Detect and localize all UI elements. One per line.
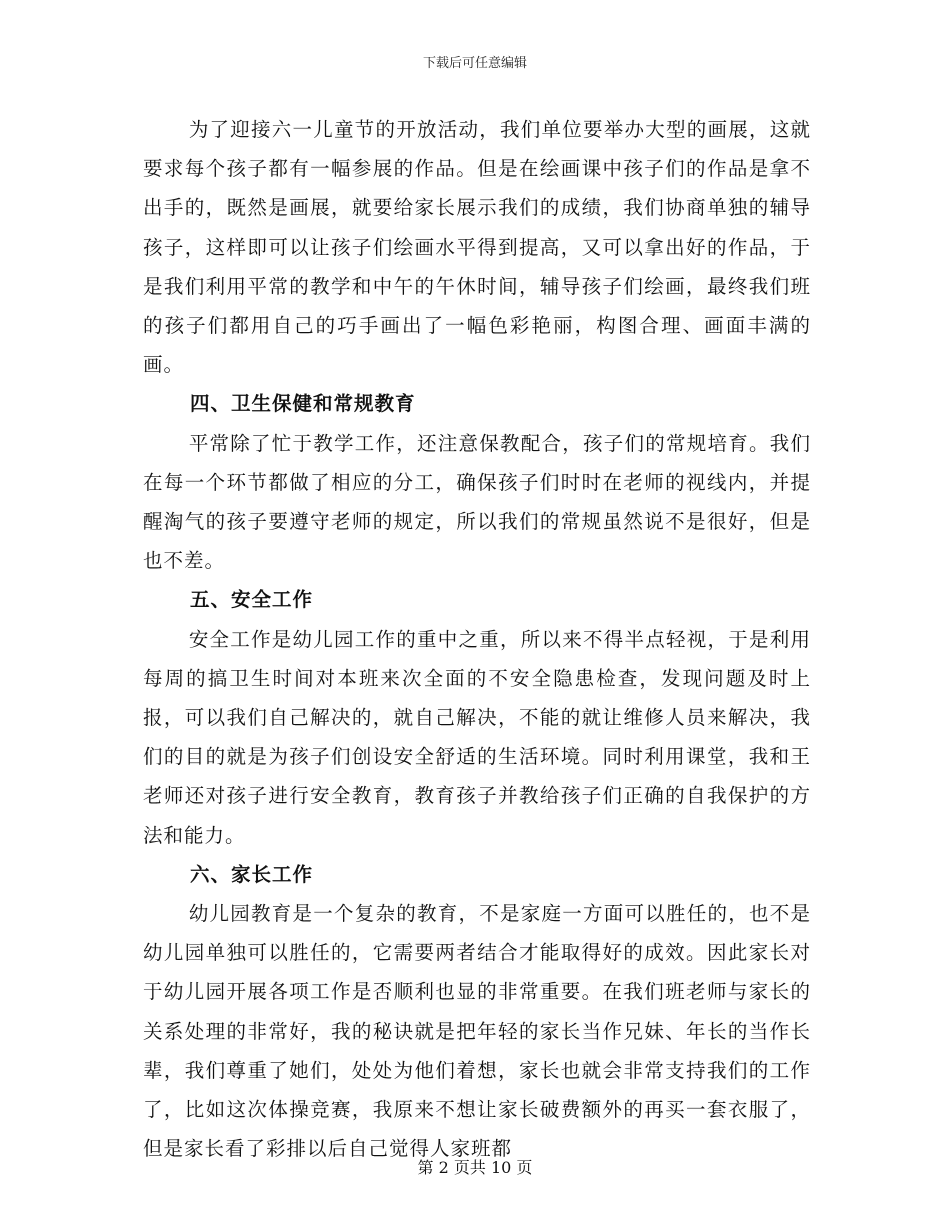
paragraph-hygiene-routine: 平常除了忙于教学工作，还注意保教配合，孩子们的常规培育。我们在每一个环节都做了相应的分工，确保孩子们时时在老师的视线内，并提醒淘气的孩子要遵守老师的规定，所以我们的常规虽然说不是很好，但是也不差。 (143, 431, 811, 573)
paragraph-safety-work: 安全工作是幼儿园工作的重中之重，所以来不得半点轻视，于是利用每周的搞卫生时间对本班来次全面的不安全隐患检查，发现问题及时上报，可以我们自己解决的，就自己解决，不能的就让维修人员来解决，我们的目的就是为孩子们创设安全舒适的生活环境。同时利用课堂，我和王老师还对孩子进行安全教育，教育孩子并教给孩子们正确的自我保护的方法和能力。 (143, 627, 811, 847)
heading-parent-work: 六、家长工作 (190, 862, 314, 886)
page-header: 下载后可任意编辑 (422, 56, 527, 71)
heading-hygiene-routine: 四、卫生保健和常规教育 (190, 392, 416, 416)
paragraph-art-exhibition: 为了迎接六一儿童节的开放活动，我们单位要举办大型的画展，这就要求每个孩子都有一幅参展的作品。但是在绘画课中孩子们的作品是拿不出手的，既然是画展，就要给家长展示我们的成绩，我们协商单独的辅导孩子，这样即可以让孩子们绘画水平得到提高，又可以拿出好的作品，于是我们利用平常的教学和中午的午休时间，辅导孩子们绘画，最终我们班的孩子们都用自己的巧手画出了一幅色彩艳丽，构图合理、画面丰满的画。 (143, 118, 811, 377)
page-footer: 第 2 页共 10 页 (417, 1158, 533, 1177)
paragraph-parent-work: 幼儿园教育是一个复杂的教育，不是家庭一方面可以胜任的，也不是幼儿园单独可以胜任的，它需要两者结合才能取得好的成效。因此家长对于幼儿园开展各项工作是否顺利也显的非常重要。在我们班老师与家长的关系处理的非常好，我的秘诀就是把年轻的家长当作兄妹、年长的当作长辈，我们尊重了她们，处处为他们着想，家长也就会非常支持我们的工作了，比如这次体操竞赛，我原来不想让家长破费额外的再买一套衣服了，但是家长看了彩排以后自己觉得人家班都 (143, 902, 811, 1161)
document-body (143, 110, 811, 1168)
heading-safety-work: 五、安全工作 (190, 588, 314, 612)
